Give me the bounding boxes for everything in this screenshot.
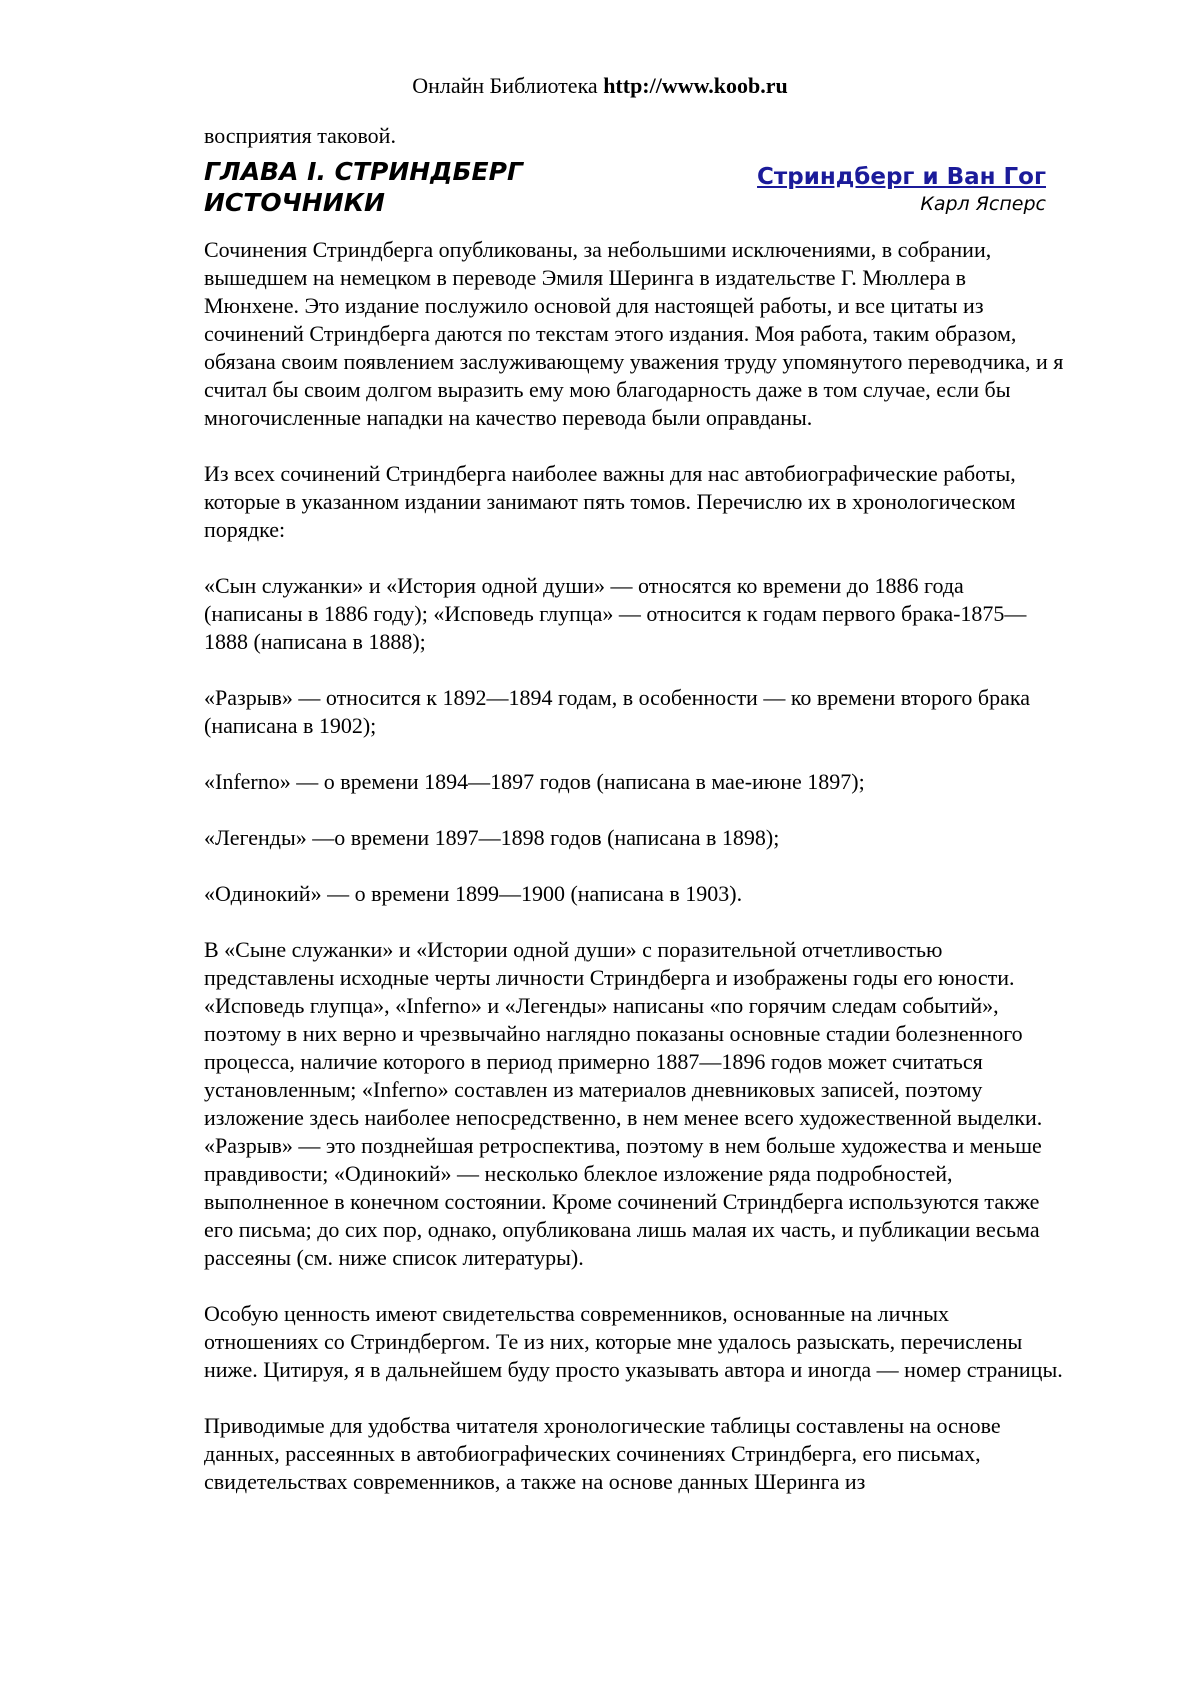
paragraph: «Сын служанки» и «История одной души» — относятся ко времени до 1886 года (написаны в 1886 году); «Исповедь глупца» — относится к годам первого брака-1875—1888 (написана в 1888); bbox=[204, 573, 1027, 654]
paragraph: Сочинения Стриндберга опубликованы, за небольшими исключениями, в собрании, вышедшем на немецком в переводе Эмиля Шеринга в издательстве Г. Мюллера в Мюнхене. Это издание послужило основой для настоящей работы, и все цитаты из сочинений Стриндберга даются по текстам этого издания. Моя работа, таким образом, обязана своим появлением заслуживающему уважения труду упомянутого переводчика, и я считал бы своим долгом выразить ему мою благодарность даже в том случае, если бы многочисленные нападки на качество перевода были оправданы. bbox=[204, 237, 1064, 430]
lead-text: восприятия таковой. bbox=[204, 123, 396, 148]
paragraph: «Разрыв» — относится к 1892—1894 годам, в особенности — ко времени второго брака (написана в 1902); bbox=[204, 685, 1031, 738]
chapter-title-line2: ИСТОЧНИКИ bbox=[204, 188, 385, 217]
paragraph: «Inferno» — о времени 1894—1897 годов (написана в мае-июне 1897); bbox=[204, 769, 865, 794]
document-body bbox=[204, 122, 1066, 1524]
chapter-heading-row bbox=[204, 157, 1066, 236]
book-author: Карл Ясперс bbox=[920, 193, 1046, 215]
paragraph: В «Сыне служанки» и «Истории одной души» с поразительной отчетливостью представлены исходные черты личности Стриндберга и изображены годы его юности. «Исповедь глупца», «Inferno» и «Легенды» написаны «по горячим следам событий», поэтому в них верно и чрезвычайно наглядно показаны основные стадии болезненного процесса, наличие которого в период примерно 1887—1896 годов может считаться установленным; «Inferno» составлен из материалов дневниковых записей, поэтому изложение здесь наиболее непосредственно, в нем менее всего художественной выделки. «Разрыв» — это позднейшая ретроспектива, поэтому в нем больше художества и меньше правдивости; «Одинокий» — несколько блеклое изложение ряда подробностей, выполненное в конечном состоянии. Кроме сочинений Стриндберга используются также его письма; до сих пор, однако, опубликована лишь малая их часть, и публикации весьма рассеяны (см. ниже список литературы). bbox=[204, 937, 1043, 1270]
book-reference bbox=[757, 162, 1046, 216]
header-prefix: Онлайн Библиотека bbox=[412, 73, 598, 98]
chapter-title-line1: ГЛАВА I. СТРИНДБЕРГ bbox=[204, 157, 523, 186]
paragraph: Из всех сочинений Стриндберга наиболее важны для нас автобиографические работы, которые в указанном издании занимают пять томов. Перечислю их в хронологическом порядке: bbox=[204, 461, 1016, 542]
page-header bbox=[0, 73, 1200, 99]
paragraph: Приводимые для удобства читателя хронологические таблицы составлены на основе данных, рассеянных в автобиографических сочинениях Стриндберга, его письмах, свидетельствах современников, а также на основе данных Шеринга из bbox=[204, 1413, 1001, 1494]
chapter-title bbox=[204, 156, 644, 218]
paragraph: «Одинокий» — о времени 1899—1900 (написана в 1903). bbox=[204, 881, 743, 906]
paragraph: Особую ценность имеют свидетельства современников, основанные на личных отношениях со Стриндбергом. Те из них, которые мне удалось разыскать, перечислены ниже. Цитируя, я в дальнейшем буду просто указывать автора и иногда — номер страницы. bbox=[204, 1301, 1063, 1382]
book-title-link[interactable]: Стриндберг и Ван Гог bbox=[757, 164, 1046, 190]
paragraph: «Легенды» —о времени 1897—1898 годов (написана в 1898); bbox=[204, 825, 780, 850]
header-url: http://www.koob.ru bbox=[603, 73, 788, 98]
